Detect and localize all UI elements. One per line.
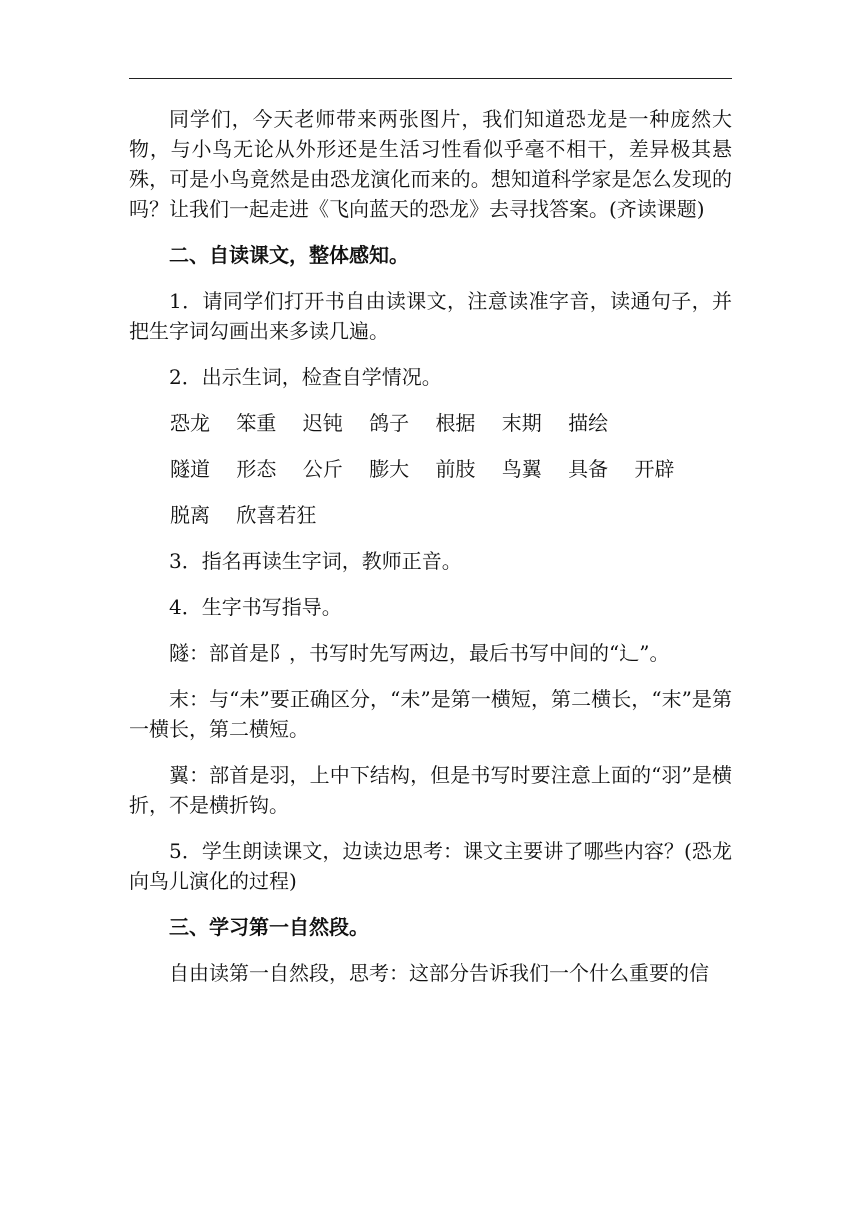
vocab-word: 鸽子: [369, 411, 410, 435]
vocab-word: 末期: [501, 411, 542, 435]
vocab-row-2: [170, 454, 732, 484]
vocab-word: 迟钝: [302, 411, 343, 435]
vocab-word: 开辟: [634, 457, 675, 481]
vocab-row-1: [170, 408, 732, 438]
vocab-word: 隧道: [170, 457, 210, 481]
vocab-word: 描绘: [568, 411, 609, 435]
vocab-word: 前肢: [435, 457, 476, 481]
section-heading-2: 二、自读课文，整体感知。: [169, 243, 409, 267]
vocab-word: 公斤: [302, 457, 343, 481]
vocab-row-3: [170, 500, 732, 530]
vocab-word: 根据: [435, 411, 476, 435]
char-guide-sui: 隧：部首是阝，书写时先写两边，最后书写中间的“辶”。: [169, 641, 670, 665]
section-heading-3: 三、学习第一自然段。: [169, 915, 369, 939]
step-2: 2．出示生词，检查自学情况。: [169, 365, 442, 389]
vocab-word: 欣喜若狂: [236, 503, 317, 527]
document-body: [129, 104, 732, 1004]
step-5: 5．学生朗读课文，边读边思考：课文主要讲了哪些内容？(恐龙向鸟儿演化的过程): [129, 839, 732, 893]
header-rule: [129, 78, 732, 79]
vocab-word: 鸟翼: [501, 457, 542, 481]
vocab-word: 膨大: [369, 457, 410, 481]
section-3-text: 自由读第一自然段，思考：这部分告诉我们一个什么重要的信: [169, 961, 709, 985]
step-4: 4．生字书写指导。: [169, 595, 342, 619]
vocab-word: 形态: [236, 457, 277, 481]
vocab-word: 恐龙: [170, 411, 210, 435]
step-3: 3．指名再读生字词，教师正音。: [169, 549, 462, 573]
intro-paragraph: 同学们，今天老师带来两张图片，我们知道恐龙是一种庞然大物，与小鸟无论从外形还是生活习性看似乎毫不相干，差异极其悬殊，可是小鸟竟然是由恐龙演化而来的。想知道科学家是怎么发现的吗？让我们一起走进《飞向蓝天的恐龙》去寻找答案。(齐读课题): [129, 107, 732, 221]
char-guide-yi: 翼：部首是羽，上中下结构，但是书写时要注意上面的“羽”是横折，不是横折钩。: [129, 763, 732, 817]
char-guide-mo: 末：与“未”要正确区分，“未”是第一横短，第二横长，“末”是第一横长，第二横短。: [129, 687, 732, 741]
vocab-word: 脱离: [170, 503, 210, 527]
step-1: 1．请同学们打开书自由读课文，注意读准字音，读通句子，并把生字词勾画出来多读几遍。: [129, 289, 732, 343]
vocab-word: 具备: [568, 457, 609, 481]
vocab-word: 笨重: [236, 411, 277, 435]
